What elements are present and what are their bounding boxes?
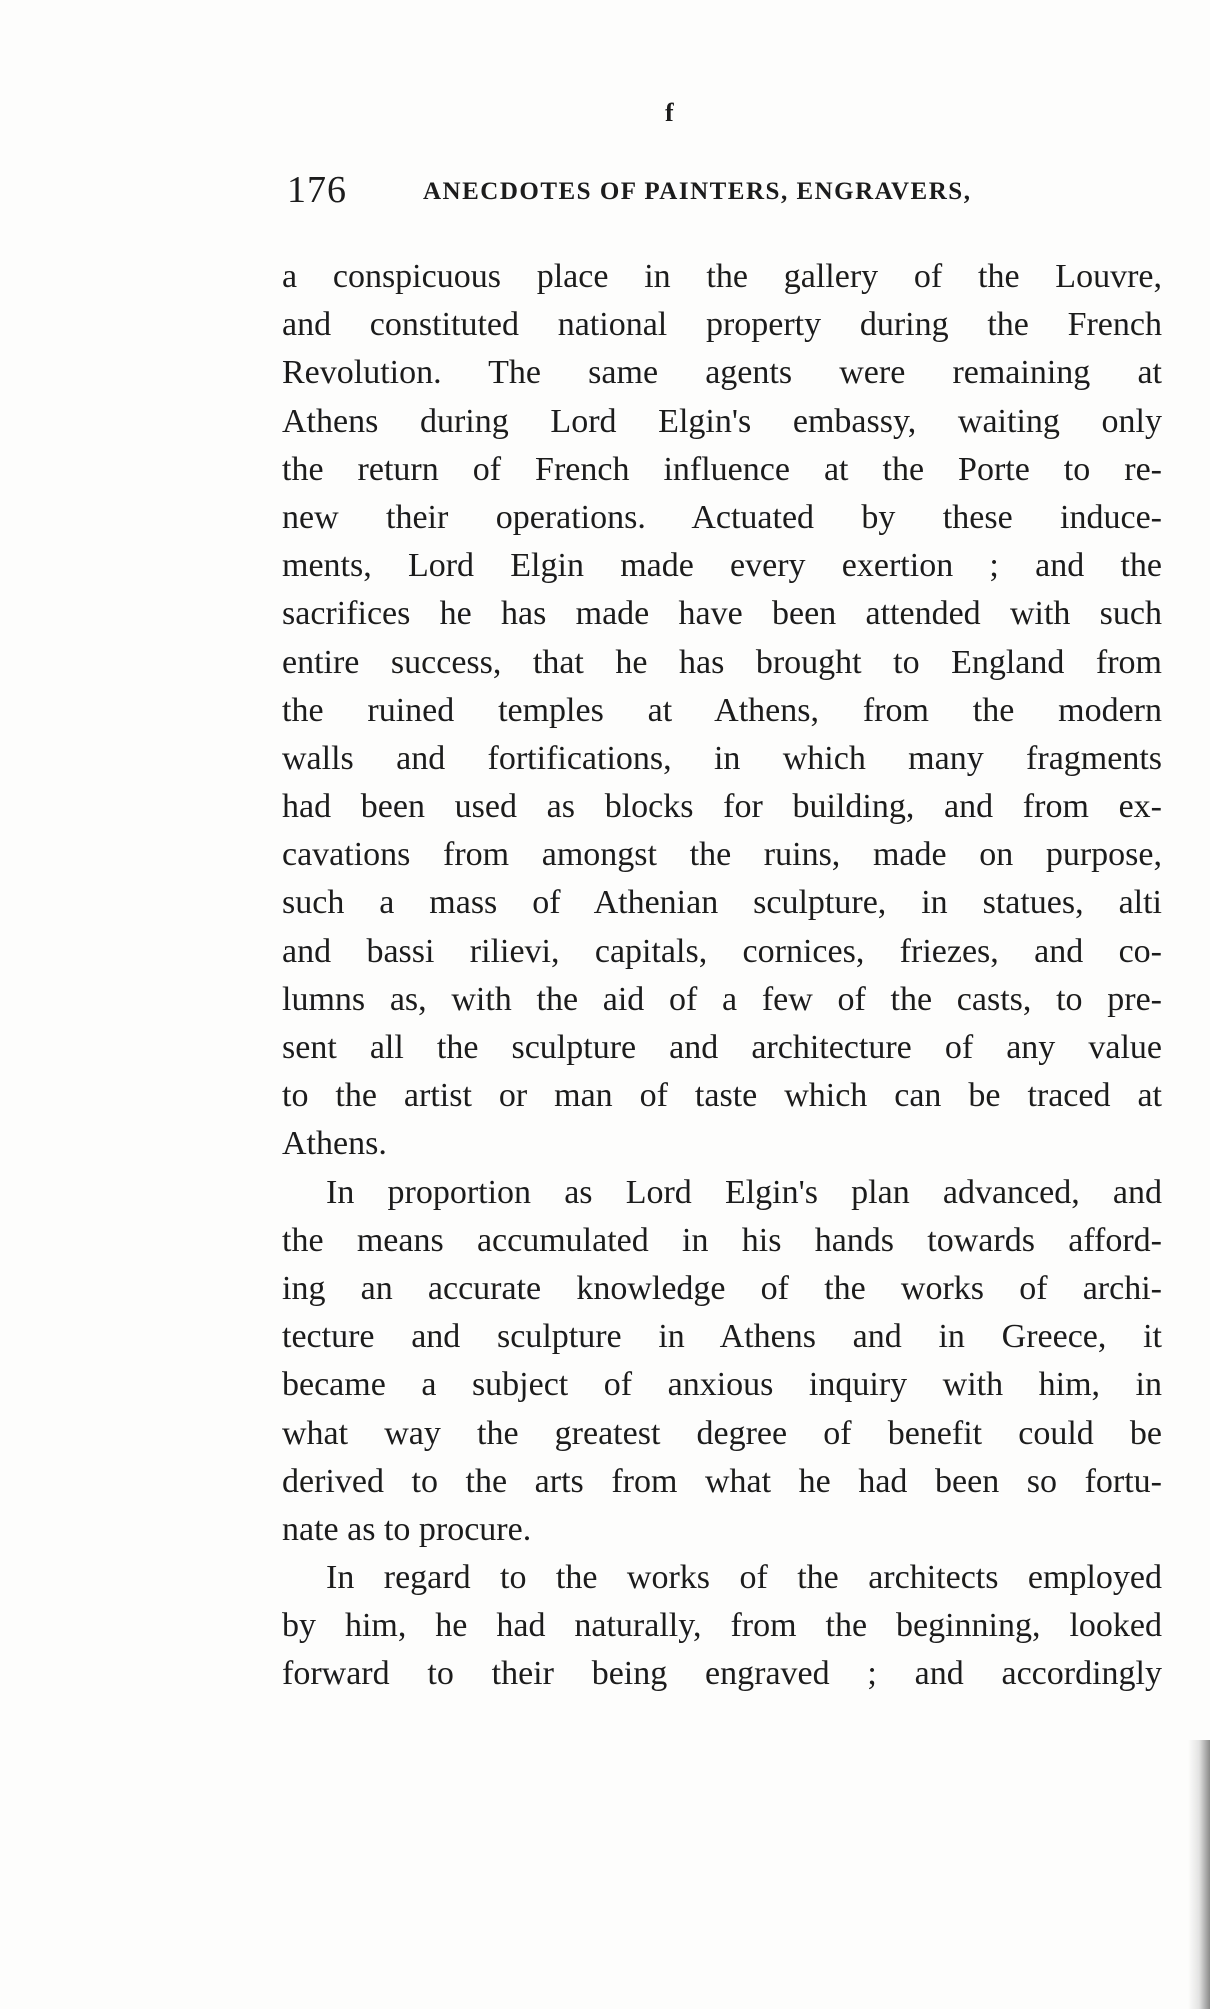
- text-line: sacrifices he has made have been attended with such: [282, 595, 1162, 633]
- text-line: Athens.: [282, 1125, 387, 1163]
- text-line: a conspicuous place in the gallery of the Louvre,: [282, 258, 1162, 295]
- text-line: such a mass of Athenian sculpture, in statues, alti: [282, 884, 1162, 922]
- text-line: the return of French influence at the Porte to re-: [282, 450, 1162, 488]
- text-line: by him, he had naturally, from the beginning, looked: [282, 1607, 1162, 1645]
- text-line: and constituted national property during the French: [282, 306, 1162, 344]
- text-line: the means accumulated in his hands towards afford-: [282, 1221, 1162, 1259]
- text-line: tecture and sculpture in Athens and in Greece, it: [282, 1318, 1162, 1356]
- running-title: ANECDOTES OF PAINTERS, ENGRAVERS,: [423, 178, 972, 205]
- text-line: Athens during Lord Elgin's embassy, waiting only: [282, 402, 1162, 440]
- text-line: entire success, that he has brought to England from: [282, 643, 1162, 681]
- text-line: derived to the arts from what he had been so fortu-: [282, 1462, 1162, 1500]
- text-line: lumns as, with the aid of a few of the casts, to pre-: [282, 980, 1162, 1018]
- text-line: and bassi rilievi, capitals, cornices, friezes, and co-: [282, 932, 1162, 970]
- text-line: Revolution. The same agents were remaining at: [282, 354, 1162, 392]
- text-line: became a subject of anxious inquiry with him, in: [282, 1366, 1162, 1404]
- text-line: forward to their being engraved ; and accordingly: [282, 1655, 1162, 1693]
- text-line: to the artist or man of taste which can be traced at: [282, 1077, 1162, 1115]
- text-line: In proportion as Lord Elgin's plan advanced, and: [326, 1173, 1162, 1211]
- body-text: [282, 253, 1162, 1699]
- page-edge-shadow: [1188, 1740, 1210, 2009]
- text-line: new their operations. Actuated by these induce-: [282, 498, 1162, 536]
- top-mark: f: [665, 98, 674, 127]
- text-line: walls and fortifications, in which many fragments: [282, 739, 1162, 777]
- running-head: [287, 168, 1167, 212]
- text-line: ing an accurate knowledge of the works of archi-: [282, 1269, 1162, 1307]
- page-number: 176: [287, 169, 347, 211]
- text-line: ments, Lord Elgin made every exertion ; and the: [282, 547, 1162, 585]
- text-line: In regard to the works of the architects employed: [326, 1559, 1162, 1597]
- text-line: cavations from amongst the ruins, made on purpose,: [282, 836, 1162, 874]
- text-line: the ruined temples at Athens, from the modern: [282, 691, 1162, 729]
- text-line: had been used as blocks for building, and from ex-: [282, 788, 1162, 826]
- text-line: what way the greatest degree of benefit could be: [282, 1414, 1162, 1452]
- text-line: sent all the sculpture and architecture of any value: [282, 1029, 1162, 1066]
- text-line: nate as to procure.: [282, 1510, 532, 1548]
